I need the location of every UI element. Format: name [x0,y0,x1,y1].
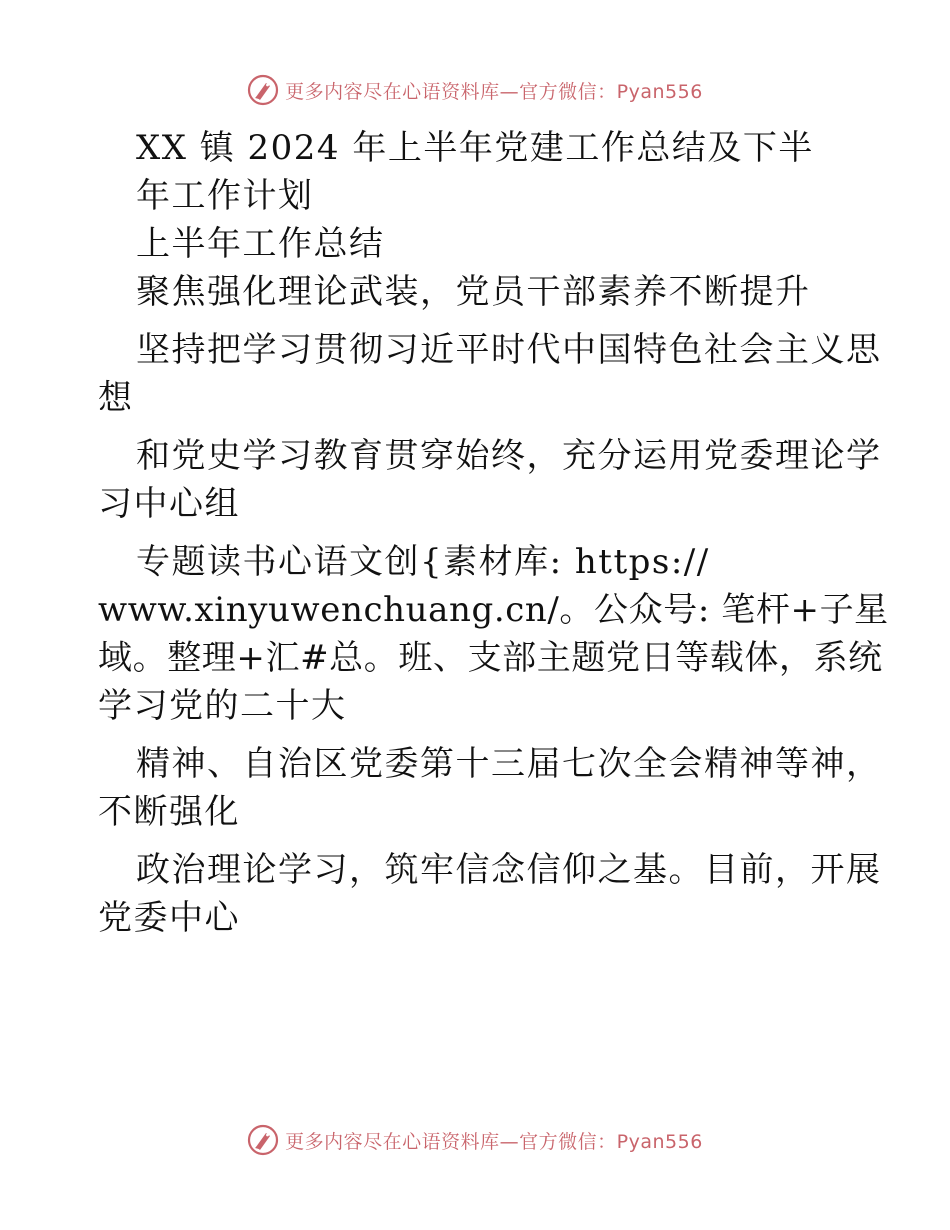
paragraph-line: www.xinyuwenchuang.cn/。公众号: 笔杆+子星 [98,590,889,630]
footer-watermark-banner [0,1118,950,1162]
paragraph-line: 学习党的二十大 [98,686,347,726]
title-line-2: 年工作计划 [136,176,314,216]
pen-nib-circle-icon [247,74,279,106]
header-watermark-text: 更多内容尽在心语资料库—官方微信：Pyan556 [285,80,703,103]
paragraph-line: 域。整理+汇#总。班、支部主题党日等载体，系统 [98,638,883,678]
subsection-heading: 聚焦强化理论武装，党员干部素养不断提升 [136,272,811,312]
paragraph-line: 不断强化 [98,792,240,832]
paragraph-line: 专题读书心语文创{素材库: https:// [136,542,710,582]
paragraph-line: 政治理论学习，筑牢信念信仰之基。目前，开展 [136,850,882,890]
title-line-1: XX 镇 2024 年上半年党建工作总结及下半 [136,128,814,168]
paragraph-line: 习中心组 [98,484,240,524]
section-heading: 上半年工作总结 [136,224,385,264]
paragraph-line: 精神、自治区党委第十三届七次全会精神等神， [136,744,882,784]
pen-nib-circle-icon [247,1124,279,1156]
paragraph-line: 想 [98,378,134,418]
footer-watermark-text: 更多内容尽在心语资料库—官方微信：Pyan556 [285,1130,703,1153]
paragraph-line: 党委中心 [98,898,240,938]
header-watermark-banner [0,68,950,112]
document-body [98,124,889,942]
paragraph-line: 坚持把学习贯彻习近平时代中国特色社会主义思 [136,330,882,370]
paragraph-line: 和党史学习教育贯穿始终，充分运用党委理论学 [136,436,882,476]
